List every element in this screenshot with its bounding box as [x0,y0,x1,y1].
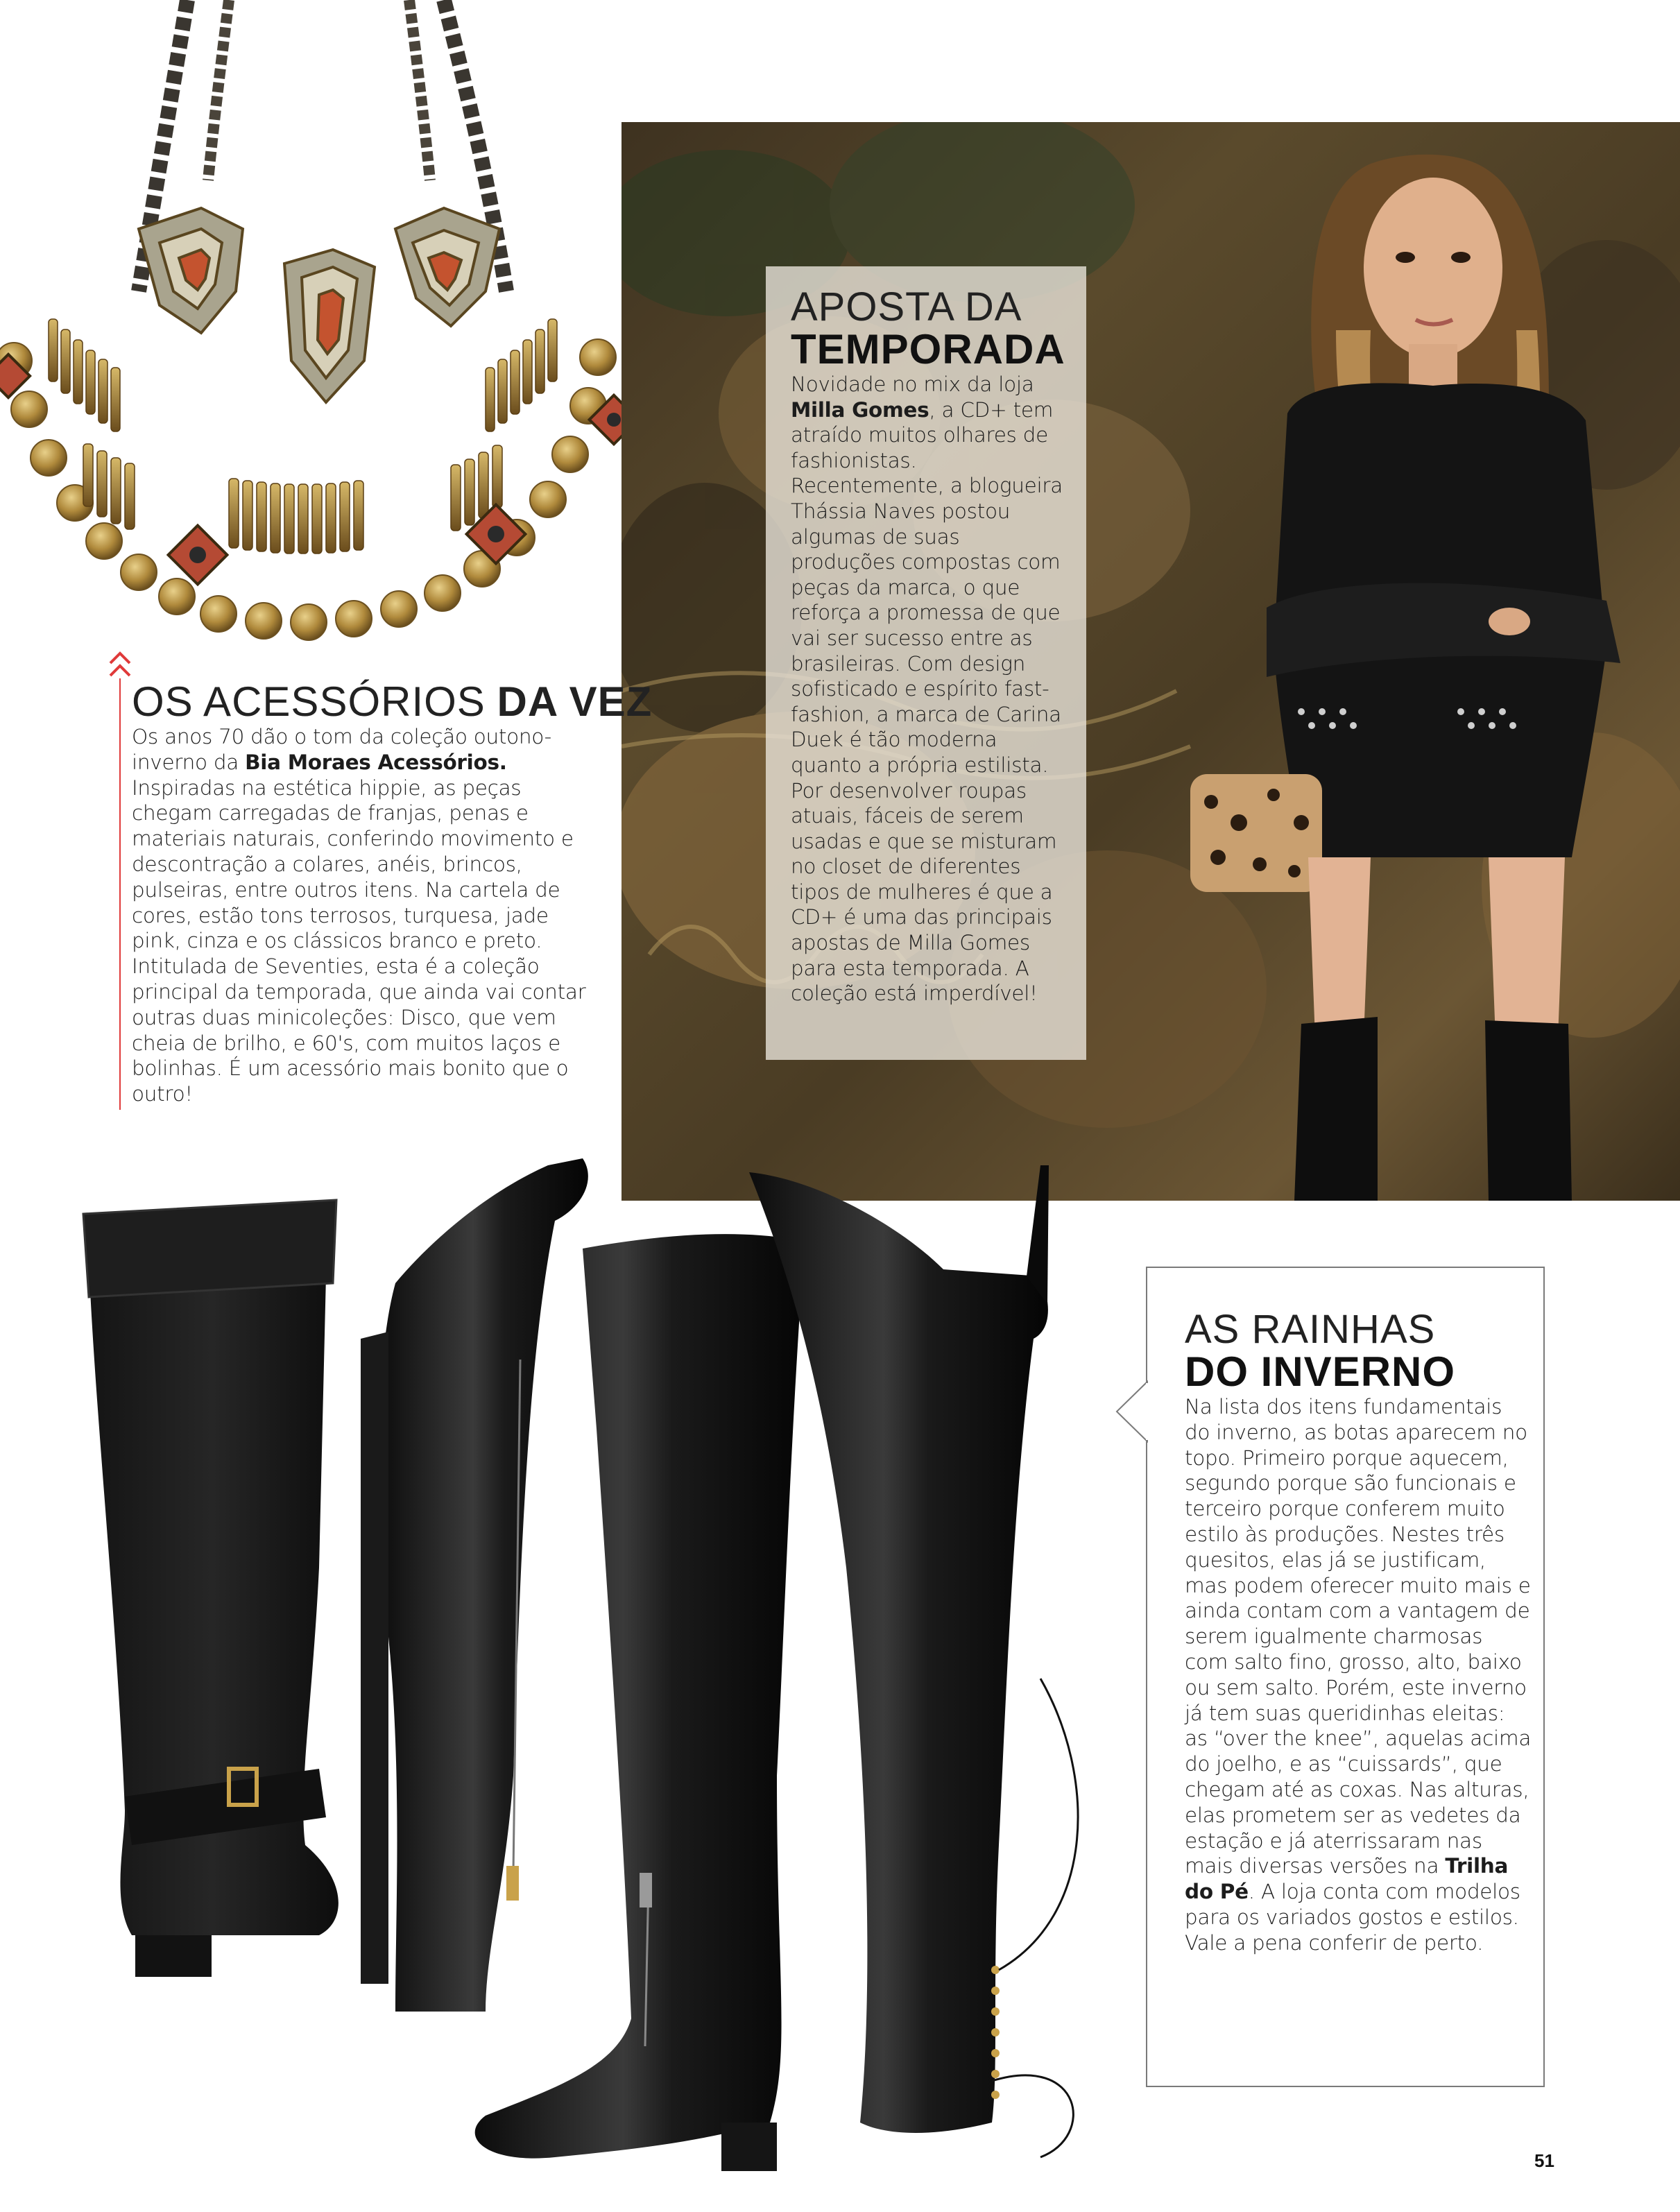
rainhas-body-text-cont: . A loja conta com modelos para os variados gostos e estilos. Vale a pena conferir de perto. [1185,1880,1520,1955]
aposta-brand: Milla Gomes [791,397,929,422]
acessorios-title-light: OS ACESSÓRIOS [132,678,486,725]
boots-image [69,1151,1110,2212]
rainhas-body [1185,1394,1532,1956]
rainhas-do-inverno-block [1185,1307,1532,1956]
aposta-body-text: Novidade no mix da loja [791,372,1034,396]
aposta-title-light: APOSTA DA [791,284,1022,329]
speech-pointer-icon [1115,1380,1149,1443]
acessorios-title [132,678,653,725]
model-figure [1163,122,1680,1201]
aposta-title-bold: TEMPORADA [791,326,1065,372]
acessorios-title-bold: DA VEZ [497,678,653,725]
necklace-image [0,0,624,659]
rainhas-title-bold: DO INVERNO [1185,1348,1456,1395]
acessorios-da-vez-block [132,678,653,1107]
acessorios-body-text: Os anos 70 dão o tom da coleção outono-inverno da [132,725,551,774]
double-chevron-up-icon [108,649,132,681]
aposta-body [791,372,1070,1006]
rainhas-body-text: Na lista dos itens fundamentais do inverno, as botas aparecem no topo. Primeiro porque aquecem, segundo porque são funcionais e terceiro porque conferem muito estilo às produções. Nestes três quesitos, elas já se justificam, mas podem oferecer muito mais e ainda contam com a vantagem de serem igualmente charmosas com salto fino, grosso, alto, baixo ou sem salto. Porém, este inverno já tem suas queridinhas eleitas: as “over the knee”, aquelas acima do joelho, e as “cuissards”, que chegam até as coxas. Nas alturas, elas prometem ser as vedetes da estação e já aterrissaram nas mais diversas versões na [1185,1395,1532,1878]
acessorios-body [132,724,590,1107]
red-accent-line [119,678,121,1110]
page-number: 51 [1534,2150,1554,2171]
acessorios-body-text-cont: Inspiradas na estética hippie, as peças chegam carregadas de franjas, penas e materiais naturais, conferindo movimento e descontração a colares, anéis, brincos, pulseiras, entre outros itens. Na cartela de cores, estão tons terrosos, turquesa, jade pink, cinza e os clássicos branco e preto. Intitulada de Seventies, esta é a coleção principal da temporada, que ainda vai contar outras duas minicoleções: Disco, que vem cheia de brilho, e 60's, com muitos laços e bolinhas. É um acessório mais bonito que o outro! [132,775,586,1106]
rainhas-brand: Trilha do Pé [1185,1854,1509,1904]
aposta-da-temporada-box [766,266,1086,1060]
rainhas-title-light: AS RAINHAS [1185,1307,1436,1352]
aposta-body-text-cont: , a CD+ tem atraído muitos olhares de fashionistas. Recentemente, a blogueira Thássia Naves postou algumas de suas produções compostas com peças da marca, o que reforça a promessa de que vai ser sucesso entre as brasileiras. Com design sofisticado e espírito fast-fashion, a marca de Carina Duek é tão moderna quanto a própria estilista. Por desenvolver roupas atuais, fáceis de serem usadas e que se misturam no closet de diferentes tipos de mulheres é que a CD+ é uma das principais apostas de Milla Gomes para esta temporada. A coleção está imperdível! [791,397,1063,1006]
acessorios-brand: Bia Moraes Acessórios. [245,750,507,774]
